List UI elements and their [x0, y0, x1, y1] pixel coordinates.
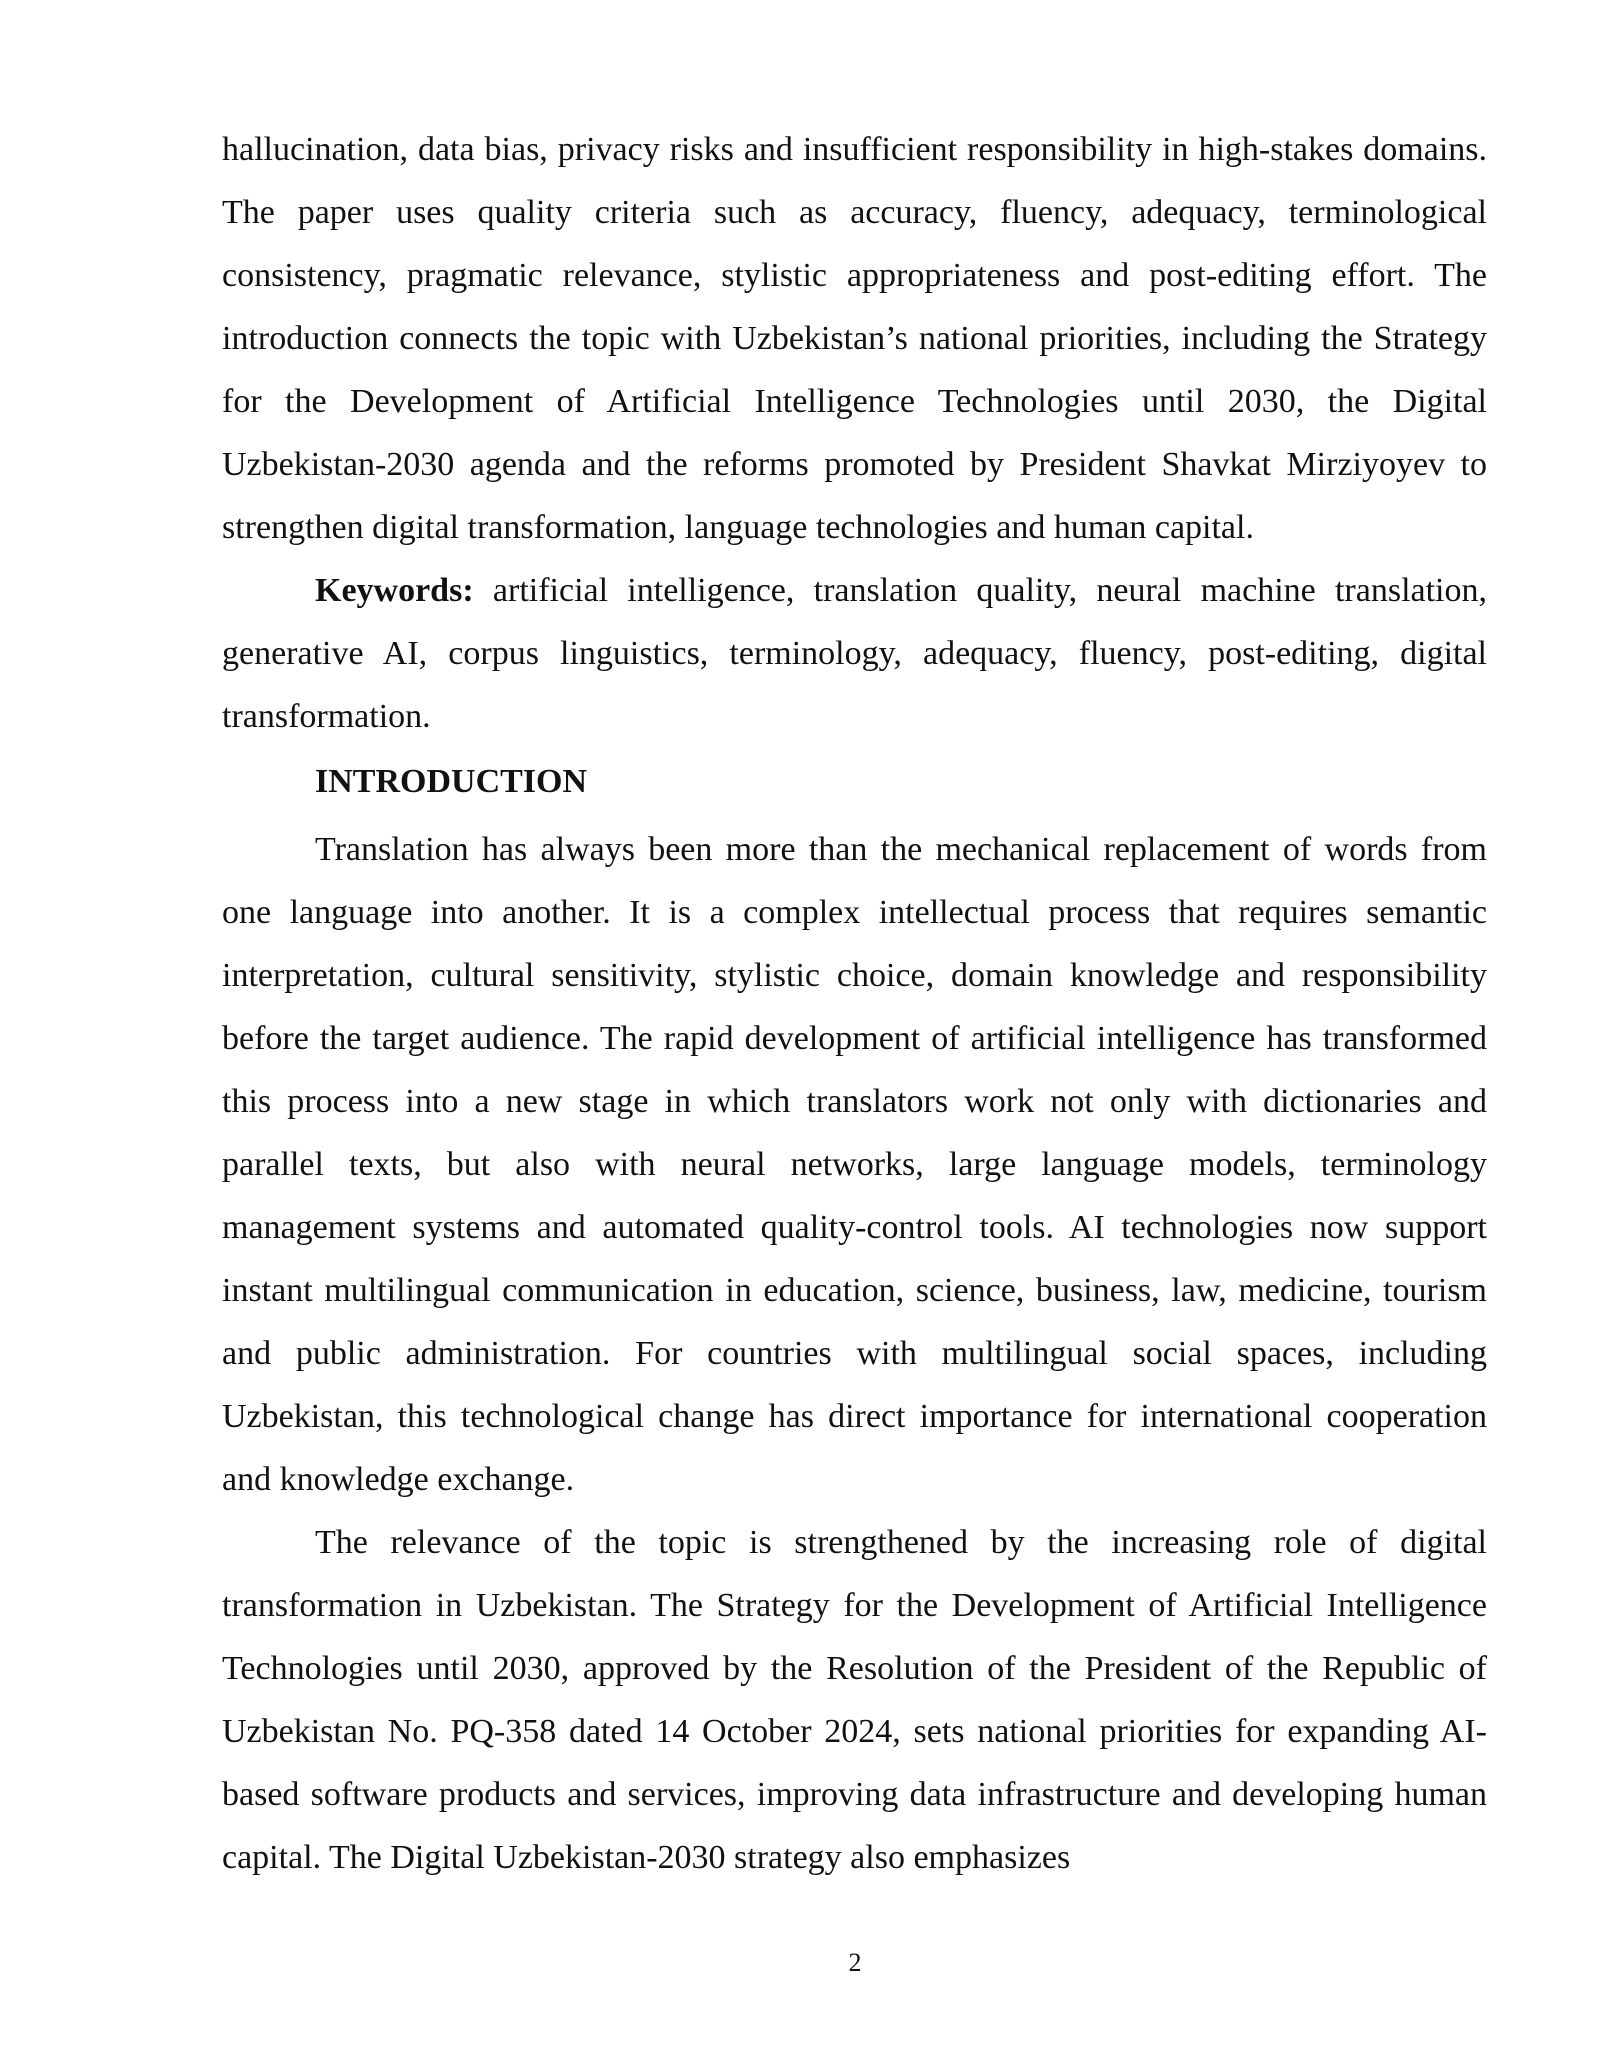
introduction-paragraph-2: The relevance of the topic is strengthened by the increasing role of digital transformation in Uzbekistan. The Strategy for the Development of Artificial Intelligence Technologies until 2030, approved by the Resolution of the President of the Republic of Uzbekistan No. PQ-358 dated 14 October 2024, sets national priorities for expanding AI-based software products and services, improving data infrastructure and developing human capital. The Digital Uzbekistan-2030 strategy also emphasizes	[222, 1524, 1487, 1876]
document-page	[222, 118, 1487, 1889]
section-heading-introduction: INTRODUCTION	[315, 763, 588, 800]
introduction-paragraph-1: Translation has always been more than the mechanical replacement of words from one language into another. It is a complex intellectual process that requires semantic interpretation, cultural sensitivity, stylistic choice, domain knowledge and responsibility before the target audience. The rapid development of artificial intelligence has transformed this process into a new stage in which translators work not only with dictionaries and parallel texts, but also with neural networks, large language models, terminology management systems and automated quality-control tools. AI technologies now support instant multilingual communication in education, science, business, law, medicine, tourism and public administration. For countries with multilingual social spaces, including Uzbekistan, this technological change has direct importance for international cooperation and knowledge exchange.	[222, 831, 1487, 1498]
abstract-paragraph-end: hallucination, data bias, privacy risks and insufficient responsibility in high-stakes domains. The paper uses quality criteria such as accuracy, fluency, adequacy, terminological consistency, pragmatic relevance, stylistic appropriateness and post-editing effort. The introduction connects the topic with Uzbekistan’s national priorities, including the Strategy for the Development of Artificial Intelligence Technologies until 2030, the Digital Uzbekistan-2030 agenda and the reforms promoted by President Shavkat Mirziyoyev to strengthen digital transformation, language technologies and human capital.	[222, 131, 1487, 546]
keywords-paragraph	[222, 559, 1487, 748]
keywords-label: Keywords:	[315, 572, 474, 609]
keywords-text: artificial intelligence, translation quality, neural machine translation, generative AI, corpus linguistics, terminology, adequacy, fluency, post-editing, digital transformation.	[222, 572, 1487, 735]
page-number: 2	[848, 1948, 862, 1977]
